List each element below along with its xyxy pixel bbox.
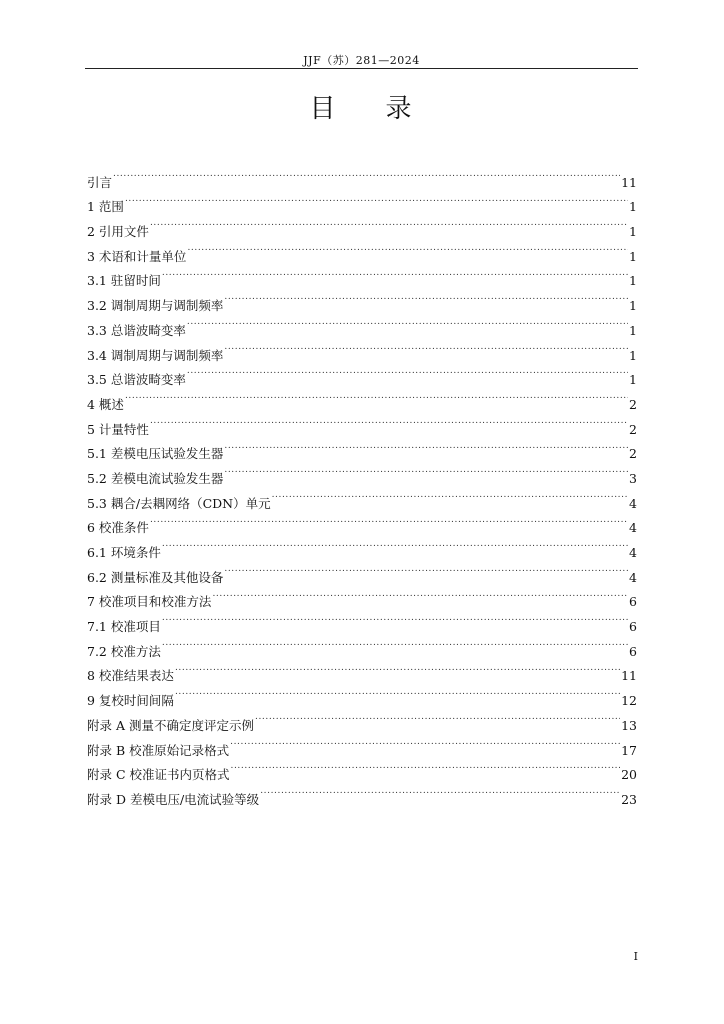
toc-entry[interactable] bbox=[87, 384, 637, 412]
toc-entry-page: 1 bbox=[629, 298, 637, 314]
toc-entry-title: 附录 D 差模电压/电流试验等级 bbox=[87, 791, 260, 807]
toc-entry-title: 3.2 调制周期与调制频率 bbox=[87, 298, 224, 314]
toc-entry-page: 1 bbox=[629, 199, 637, 215]
toc-entry[interactable] bbox=[87, 508, 637, 536]
dot-leader bbox=[162, 606, 628, 631]
toc-entry-page: 6 bbox=[629, 643, 637, 659]
toc-entry[interactable] bbox=[87, 187, 637, 215]
toc-entry-title: 7.2 校准方法 bbox=[87, 643, 161, 659]
title-char-2: 录 bbox=[385, 94, 414, 124]
toc-entry-title: 5 计量特性 bbox=[87, 421, 149, 437]
toc-entry-title: 6.1 环境条件 bbox=[87, 545, 161, 560]
toc-entry-page: 17 bbox=[621, 742, 637, 758]
toc-entry-title: 引言 bbox=[87, 174, 113, 190]
dot-leader bbox=[230, 730, 620, 755]
dot-leader bbox=[224, 557, 628, 582]
toc-entry-page: 6 bbox=[629, 594, 637, 610]
toc-entry-page: 1 bbox=[629, 273, 637, 289]
dot-leader bbox=[187, 236, 628, 261]
dot-leader bbox=[187, 360, 628, 385]
toc-entry-title: 3.5 总谐波畸变率 bbox=[87, 372, 186, 388]
toc-entry-title: 2 引用文件 bbox=[87, 224, 149, 240]
toc-entry-page: 1 bbox=[629, 322, 637, 338]
dot-leader bbox=[224, 285, 628, 310]
toc-entry-title: 附录 B 校准原始记录格式 bbox=[87, 742, 230, 758]
toc-entry-title: 附录 A 测量不确定度评定示例 bbox=[87, 717, 254, 733]
toc-entry-title: 6 校准条件 bbox=[87, 520, 149, 536]
dot-leader bbox=[224, 335, 628, 360]
toc-entry-page: 1 bbox=[629, 372, 637, 388]
toc-entry-page: 1 bbox=[629, 224, 637, 240]
toc-entry-page: 4 bbox=[629, 495, 637, 511]
dot-leader bbox=[255, 705, 620, 730]
toc-entry[interactable] bbox=[87, 656, 637, 684]
dot-leader bbox=[150, 409, 628, 434]
dot-leader bbox=[231, 755, 621, 780]
dot-leader bbox=[212, 582, 628, 607]
toc-entry-title: 6.2 测量标准及其他设备 bbox=[87, 569, 224, 585]
toc-entry-title: 4 概述 bbox=[87, 396, 124, 412]
toc-entry-page: 11 bbox=[621, 668, 637, 684]
toc-entry[interactable] bbox=[87, 557, 637, 585]
title-char-1: 目 bbox=[309, 94, 338, 124]
toc-entry-title: 3.1 驻留时间 bbox=[87, 273, 161, 289]
page-number: I bbox=[633, 950, 638, 963]
toc-entry-page: 6 bbox=[629, 619, 637, 635]
header-rule bbox=[85, 68, 638, 69]
toc-entry-page: 4 bbox=[629, 520, 637, 536]
toc-entry-page: 4 bbox=[629, 545, 637, 560]
page-title bbox=[85, 88, 638, 125]
table-of-contents bbox=[87, 162, 637, 807]
dot-leader bbox=[125, 384, 628, 409]
running-header: JJF（苏）281—2024 bbox=[303, 54, 420, 67]
toc-entry-title: 9 复校时间间隔 bbox=[87, 693, 174, 709]
toc-entry-page: 20 bbox=[621, 767, 637, 783]
toc-entry-title: 5.3 耦合/去耦网络（CDN）单元 bbox=[87, 495, 271, 511]
toc-entry[interactable] bbox=[87, 532, 637, 560]
toc-entry-page: 23 bbox=[621, 791, 637, 807]
dot-leader bbox=[175, 680, 620, 705]
dot-leader bbox=[260, 779, 620, 804]
toc-entry-title: 3.4 调制周期与调制频率 bbox=[87, 347, 224, 363]
toc-entry[interactable] bbox=[87, 409, 637, 437]
toc-entry[interactable] bbox=[87, 261, 637, 289]
toc-entry-page: 13 bbox=[621, 717, 637, 733]
dot-leader bbox=[113, 162, 620, 187]
dot-leader bbox=[150, 211, 628, 236]
toc-entry-page: 1 bbox=[629, 248, 637, 264]
toc-entry-page: 3 bbox=[629, 470, 637, 486]
toc-entry-title: 7 校准项目和校准方法 bbox=[87, 594, 212, 610]
toc-entry-page: 2 bbox=[629, 421, 637, 437]
toc-entry-title: 7.1 校准项目 bbox=[87, 619, 161, 635]
toc-entry-page: 12 bbox=[621, 693, 637, 709]
dot-leader bbox=[125, 187, 628, 212]
dot-leader bbox=[272, 483, 628, 508]
dot-leader bbox=[187, 310, 628, 335]
toc-entry-page: 11 bbox=[621, 174, 637, 190]
toc-entry-title: 5.2 差模电流试验发生器 bbox=[87, 470, 224, 486]
toc-entry[interactable] bbox=[87, 285, 637, 314]
toc-entry-title: 3.3 总谐波畸变率 bbox=[87, 322, 186, 338]
dot-leader bbox=[224, 434, 628, 459]
toc-entry-title: 5.1 差模电压试验发生器 bbox=[87, 446, 224, 462]
toc-entry[interactable] bbox=[87, 211, 637, 240]
toc-entry-page: 1 bbox=[629, 347, 637, 363]
toc-entry[interactable] bbox=[87, 631, 637, 659]
dot-leader bbox=[150, 508, 628, 533]
toc-entry-title: 3 术语和计量单位 bbox=[87, 248, 187, 264]
toc-entry-page: 2 bbox=[629, 446, 637, 462]
toc-entry-page: 2 bbox=[629, 396, 637, 412]
dot-leader bbox=[162, 532, 628, 557]
toc-entry[interactable] bbox=[87, 606, 637, 635]
dot-leader bbox=[224, 458, 628, 483]
toc-entry-page: 4 bbox=[629, 569, 637, 585]
toc-entry-title: 8 校准结果表达 bbox=[87, 668, 174, 684]
dot-leader bbox=[175, 656, 620, 681]
toc-entry[interactable] bbox=[87, 162, 637, 190]
toc-entry[interactable] bbox=[87, 236, 637, 264]
toc-entry-title: 1 范围 bbox=[87, 199, 124, 215]
dot-leader bbox=[162, 261, 628, 286]
toc-entry-title: 附录 C 校准证书内页格式 bbox=[87, 767, 230, 783]
dot-leader bbox=[162, 631, 628, 656]
toc-entry[interactable] bbox=[87, 434, 637, 462]
